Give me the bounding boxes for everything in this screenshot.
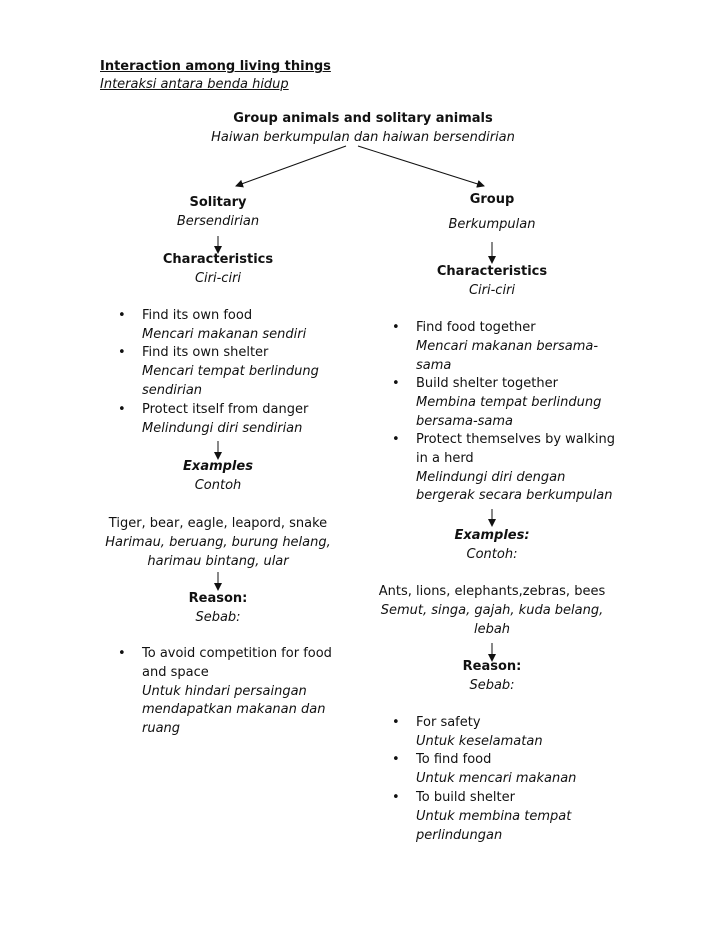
- solitary-examples-list-ms1: Harimau, beruang, burung helang,: [105, 535, 331, 550]
- bullet-icon: •: [392, 376, 400, 391]
- group-char-3-en2: in a herd: [416, 450, 474, 466]
- bullet-icon: •: [392, 320, 400, 335]
- title-en: Interaction among living things: [100, 59, 331, 74]
- solitary-char-en: Characteristics: [162, 252, 274, 267]
- group-reason-3-ms1: Untuk membina tempat: [416, 808, 572, 824]
- group-char-2-ms2: bersama-sama: [416, 413, 514, 429]
- root-title-en: Group animals and solitary animals: [233, 111, 493, 126]
- group-examples-ms: Contoh:: [466, 547, 518, 562]
- solitary-char-2-en: Find its own shelter: [142, 345, 269, 360]
- solitary-node: [138, 193, 298, 231]
- group-reason-heading: [412, 657, 572, 695]
- bullet-icon: •: [392, 790, 400, 805]
- solitary-characteristic-item: [118, 307, 307, 345]
- solitary-reason-1-ms3: ruang: [142, 721, 181, 737]
- group-char-ms: Ciri-ciri: [468, 283, 516, 298]
- group-reason-ms: Sebab:: [469, 678, 515, 693]
- group-char-3-ms1: Melindungi diri dengan: [416, 469, 566, 485]
- group-examples-heading: [412, 526, 572, 564]
- solitary-reason-ms: Sebab:: [195, 610, 241, 625]
- group-char-1-en: Find food together: [416, 320, 536, 335]
- root-title-ms: Haiwan berkumpulan dan haiwan bersendirian: [211, 130, 515, 145]
- group-reason-item: [392, 789, 572, 845]
- group-examples-list-en: Ants, lions, elephants,zebras, bees: [378, 584, 606, 599]
- solitary-reason-en: Reason:: [188, 591, 248, 606]
- group-reason-1-ms: Untuk keselamatan: [416, 733, 543, 749]
- solitary-char-2-ms1: Mencari tempat berlindung: [142, 363, 319, 379]
- bullet-icon: •: [392, 752, 400, 767]
- group-reason-item: [392, 714, 543, 752]
- group-characteristic-item: [392, 319, 599, 375]
- group-char-3-ms2: bergerak secara berkumpulan: [416, 488, 613, 504]
- solitary-examples-heading: [138, 457, 298, 495]
- group-title-en: Group: [469, 192, 515, 207]
- group-char-1-ms1: Mencari makanan bersama-: [416, 338, 599, 354]
- solitary-char-2-ms2: sendirian: [142, 382, 203, 398]
- group-examples-list-ms1: Semut, singa, gajah, kuda belang,: [380, 603, 604, 618]
- group-characteristic-item: [392, 431, 615, 506]
- group-reason-1-en: For safety: [416, 715, 481, 730]
- bullet-icon: •: [118, 646, 126, 661]
- solitary-char-3-en: Protect itself from danger: [142, 402, 309, 417]
- solitary-examples-ms: Contoh: [194, 478, 242, 493]
- solitary-reason-heading: [138, 589, 298, 627]
- group-node: [412, 190, 572, 234]
- title-ms: Interaksi antara benda hidup: [100, 77, 289, 92]
- solitary-examples-list-ms2: harimau bintang, ular: [147, 554, 289, 569]
- solitary-char-3-ms: Melindungi diri sendirian: [142, 420, 303, 436]
- solitary-examples-en: Examples: [183, 459, 253, 474]
- solitary-characteristic-item: [118, 401, 309, 439]
- group-char-en: Characteristics: [436, 264, 548, 279]
- solitary-title-en: Solitary: [189, 195, 247, 210]
- arrow-root-to-group: [358, 146, 484, 186]
- group-reason-3-ms2: perlindungan: [416, 827, 503, 843]
- group-char-2-ms1: Membina tempat berlindung: [416, 394, 602, 410]
- solitary-reason-1-ms2: mendapatkan makanan dan: [142, 702, 326, 718]
- group-title-ms: Berkumpulan: [448, 217, 536, 232]
- solitary-char-1-ms: Mencari makanan sendiri: [142, 326, 307, 342]
- solitary-char-ms: Ciri-ciri: [194, 271, 242, 286]
- solitary-title-ms: Bersendirian: [176, 214, 260, 229]
- bullet-icon: •: [118, 345, 126, 360]
- solitary-examples-list-en: Tiger, bear, eagle, leapord, snake: [108, 516, 328, 531]
- root-node: [200, 109, 526, 147]
- group-examples-list-ms2: lebah: [473, 622, 511, 637]
- bullet-icon: •: [118, 402, 126, 417]
- solitary-reason-1-en1: To avoid competition for food: [142, 646, 332, 661]
- bullet-icon: •: [392, 715, 400, 730]
- solitary-reason-item: [118, 645, 332, 739]
- solitary-examples-list: [88, 514, 348, 571]
- group-characteristics-heading: [412, 262, 572, 300]
- group-char-2-en: Build shelter together: [416, 376, 558, 391]
- solitary-reason-1-ms1: Untuk hindari persaingan: [142, 683, 307, 699]
- solitary-characteristics-heading: [138, 250, 298, 288]
- group-reason-2-en: To find food: [416, 752, 492, 767]
- group-reason-2-ms: Untuk mencari makanan: [416, 770, 577, 786]
- solitary-reason-1-en2: and space: [142, 664, 209, 680]
- group-reason-3-en: To build shelter: [416, 790, 515, 805]
- group-examples-list: [362, 582, 622, 639]
- bullet-icon: •: [118, 308, 126, 323]
- bullet-icon: •: [392, 432, 400, 447]
- group-char-3-en1: Protect themselves by walking: [416, 432, 615, 447]
- group-char-1-ms2: sama: [416, 357, 452, 373]
- group-characteristic-item: [392, 375, 602, 431]
- arrow-root-to-solitary: [236, 146, 346, 186]
- group-examples-en: Examples:: [454, 528, 530, 543]
- group-reason-item: [392, 751, 577, 789]
- solitary-char-1-en: Find its own food: [142, 308, 253, 323]
- group-reason-en: Reason:: [462, 659, 522, 674]
- solitary-characteristic-item: [118, 344, 319, 400]
